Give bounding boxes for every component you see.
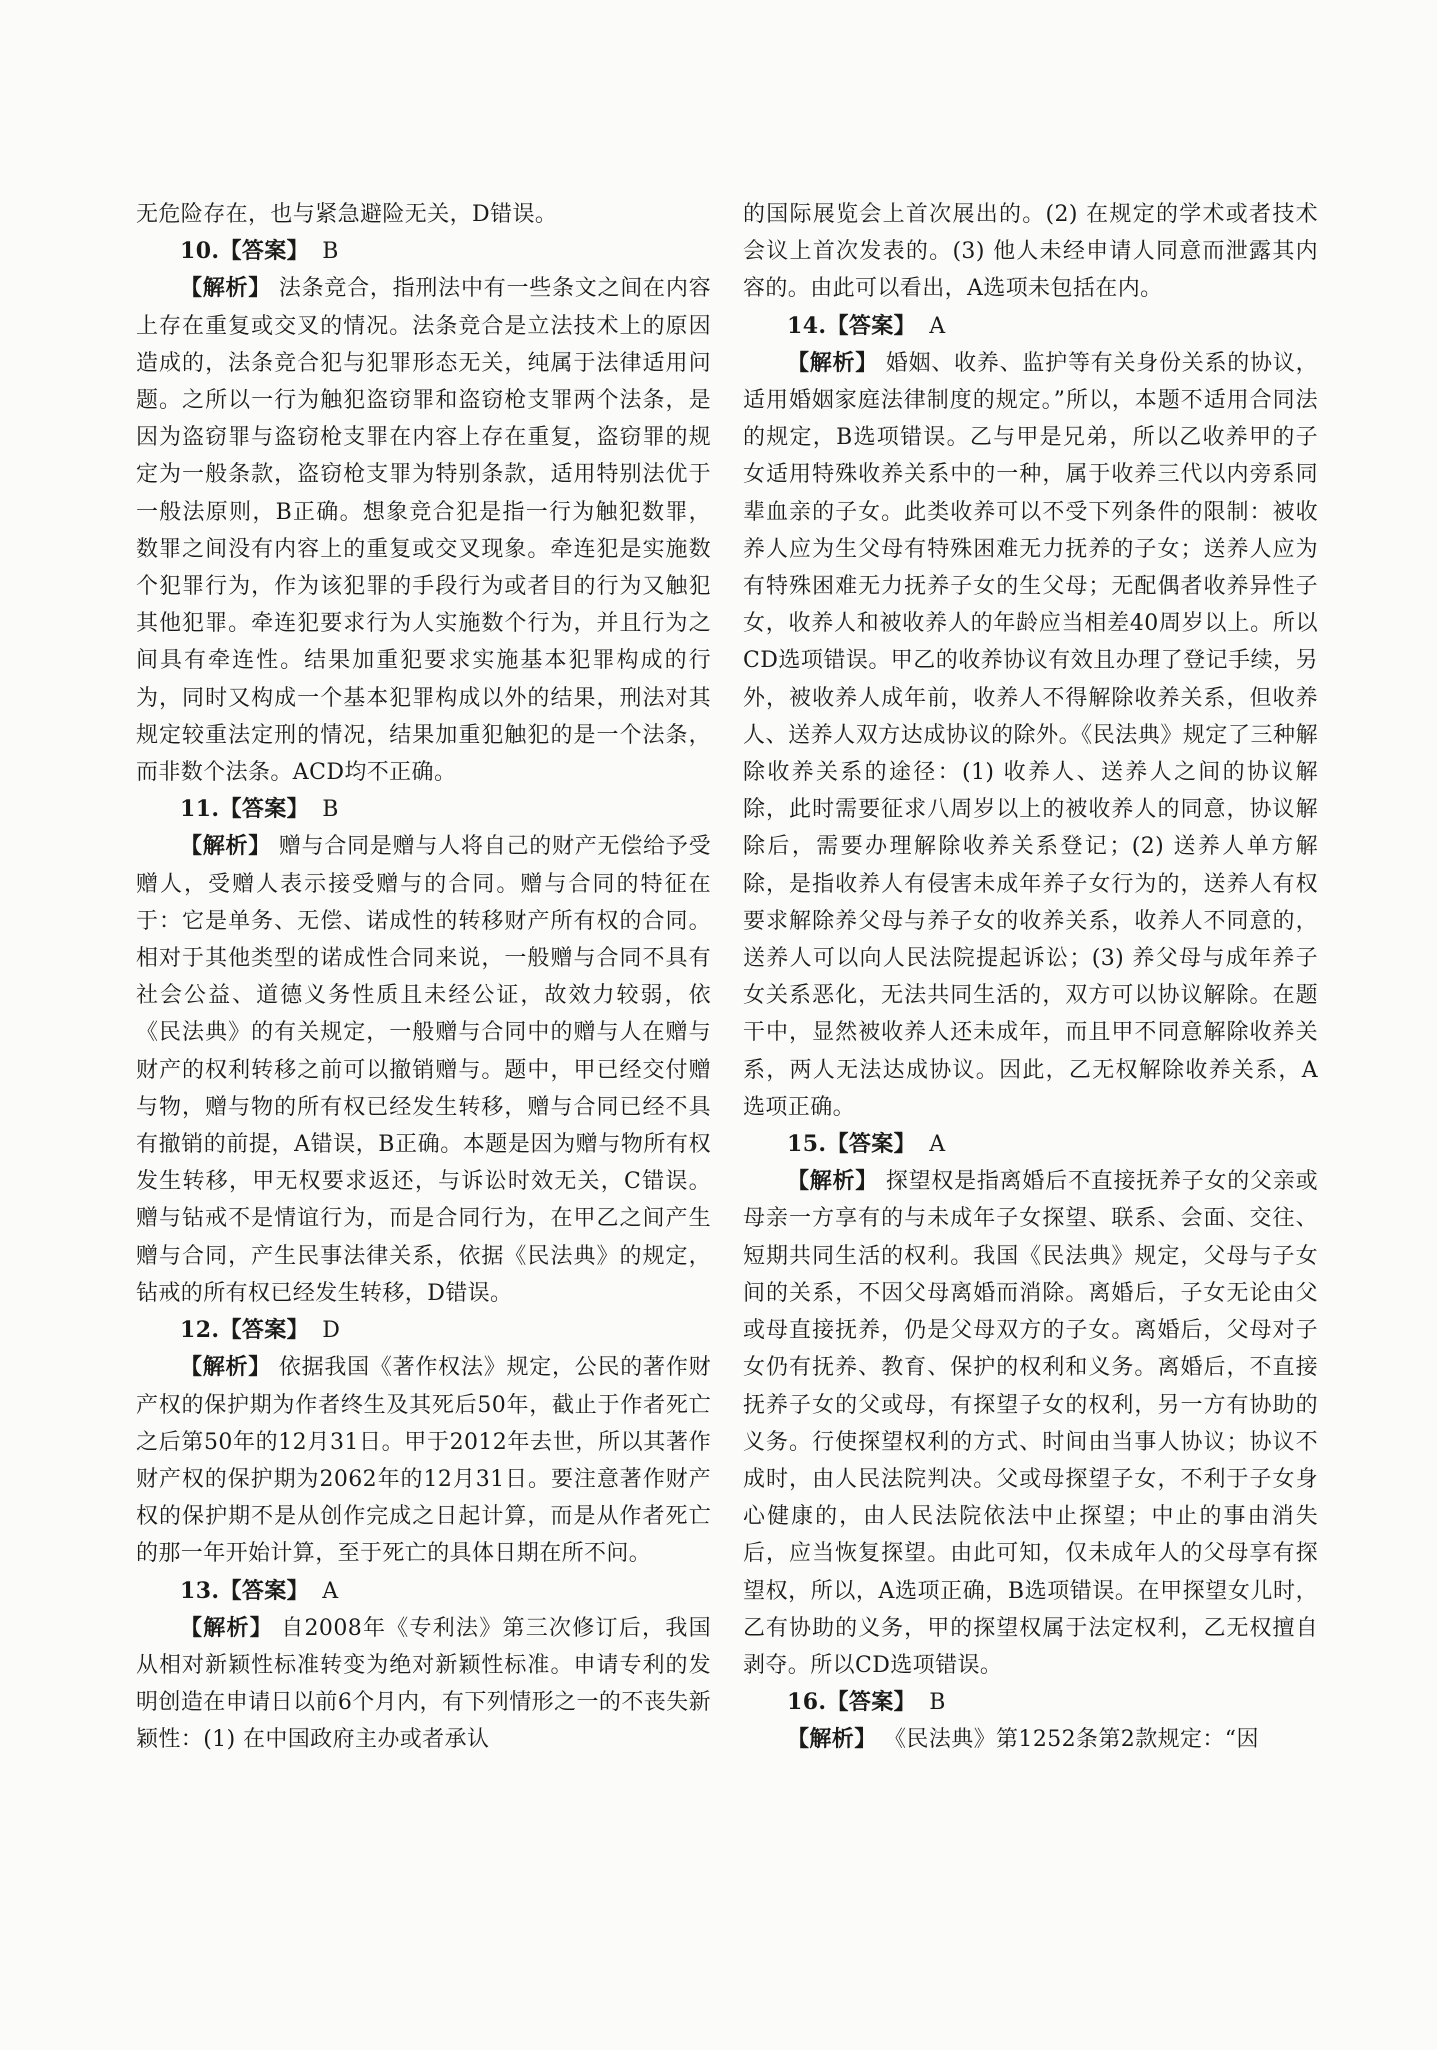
analysis-label: 【解析】 <box>180 833 272 860</box>
question-number: 10. <box>180 238 220 265</box>
answer-label: 【答案】 <box>219 1317 310 1344</box>
answer-label: 【答案】 <box>826 1131 917 1158</box>
analysis-text: 《民法典》第1252条第2款规定：“因 <box>884 1727 1259 1753</box>
analysis-label: 【解析】 <box>180 1354 272 1381</box>
answer-label: 【答案】 <box>219 1577 310 1604</box>
q13-answer-line <box>136 1573 711 1610</box>
q12-analysis <box>136 1349 711 1572</box>
answer-label: 【答案】 <box>826 1689 917 1716</box>
answer-value: B <box>929 1690 946 1716</box>
analysis-text: 自2008年《专利法》第三次修订后，我国从相对新颖性标准转变为绝对新颖性标准。申请专利的发明创造在申请日以前6个月内，有下列情形之一的不丧失新颖性：(1) 在中国政府主办或者承认 <box>136 1615 711 1753</box>
analysis-text: 婚姻、收养、监护等有关身份关系的协议，适用婚姻家庭法律制度的规定。”所以，本题不适用合同法的规定，B选项错误。乙与甲是兄弟，所以乙收养甲的子女适用特殊收养关系中的一种，属于收养三代以内旁系同辈血亲的子女。此类收养可以不受下列条件的限制：被收养人应为生父母有特殊困难无力抚养的子女；送养人应为有特殊困难无力抚养子女的生父母；无配偶者收养异性子女，收养人和被收养人的年龄应当相差40周岁以上。所以CD选项错误。甲乙的收养协议有效且办理了登记手续，另外，被收养人成年前，收养人不得解除收养关系，但收养人、送养人双方达成协议的除外。《民法典》规定了三种解除收养关系的途径：(1) 收养人、送养人之间的协议解除，此时需要征求八周岁以上的被收养人的同意，协议解除后，需要办理解除收养关系登记；(2) 送养人单方解除，是指收养人有侵害未成年养子女行为的，送养人有权要求解除养父母与养子女的收养关系，收养人不同意的，送养人可以向人民法院提起诉讼；(3) 养父母与成年养子女关系恶化，无法共同生活的，双方可以协议解除。在题干中，显然被收养人还未成年，而且甲不同意解除收养关系，两人无法达成协议。因此，乙无权解除收养关系，A选项正确。 <box>743 350 1318 1120</box>
left-column <box>136 196 711 1759</box>
answer-value: A <box>322 1578 339 1604</box>
analysis-label: 【解析】 <box>180 275 272 302</box>
answer-value: B <box>322 797 339 823</box>
q13-analysis <box>136 1610 711 1759</box>
right-column <box>743 196 1318 1759</box>
q16-answer-line <box>743 1684 1318 1721</box>
analysis-text: 探望权是指离婚后不直接抚养子女的父亲或母亲一方享有的与未成年子女探望、联系、会面、交往、短期共同生活的权利。我国《民法典》规定，父母与子女间的关系，不因父母离婚而消除。离婚后，子女无论由父或母直接抚养，仍是父母双方的子女。离婚后，父母对子女仍有抚养、教育、保护的权利和义务。离婚后，不直接抚养子女的父或母，有探望子女的权利，另一方有协助的义务。行使探望权利的方式、时间由当事人协议；协议不成时，由人民法院判决。父或母探望子女，不利于子女身心健康的，由人民法院依法中止探望；中止的事由消失后，应当恢复探望。由此可知，仅未成年人的父母享有探望权，所以，A选项正确，B选项错误。在甲探望女儿时，乙有协助的义务，甲的探望权属于法定权利，乙无权擅自剥夺。所以CD选项错误。 <box>743 1169 1318 1678</box>
analysis-label: 【解析】 <box>180 1614 274 1641</box>
q11-analysis <box>136 828 711 1312</box>
question-number: 14. <box>787 312 827 339</box>
answer-value: A <box>929 1132 946 1158</box>
q10-analysis <box>136 270 711 791</box>
question-number: 15. <box>787 1131 827 1158</box>
question-number: 16. <box>787 1689 827 1716</box>
q10-answer-line <box>136 233 711 270</box>
analysis-label: 【解析】 <box>787 1168 879 1195</box>
question-number: 12. <box>180 1317 220 1344</box>
question-number: 11. <box>180 796 220 823</box>
q14-answer-line <box>743 308 1318 345</box>
continued-text: 的国际展览会上首次展出的。(2) 在规定的学术或者技术会议上首次发表的。(3) 他人未经申请人同意而泄露其内容的。由此可以看出，A选项未包括在内。 <box>743 202 1318 302</box>
analysis-text: 赠与合同是赠与人将自己的财产无偿给予受赠人，受赠人表示接受赠与的合同。赠与合同的特征在于：它是单务、无偿、诺成性的转移财产所有权的合同。相对于其他类型的诺成性合同来说，一般赠与合同不具有社会公益、道德义务性质且未经公证，故效力较弱，依《民法典》的有关规定，一般赠与合同中的赠与人在赠与财产的权利转移之前可以撤销赠与。题中，甲已经交付赠与物，赠与物的所有权已经发生转移，赠与合同已经不具有撤销的前提，A错误，B正确。本题是因为赠与物所有权发生转移，甲无权要求返还，与诉讼时效无关，C错误。赠与钻戒不是情谊行为，而是合同行为，在甲乙之间产生赠与合同，产生民事法律关系，依据《民法典》的规定，钻戒的所有权已经发生转移，D错误。 <box>136 834 711 1306</box>
q15-analysis <box>743 1163 1318 1684</box>
answer-label: 【答案】 <box>219 238 310 265</box>
q15-answer-line <box>743 1126 1318 1163</box>
question-number: 13. <box>180 1577 220 1604</box>
continued-text: 无危险存在，也与紧急避险无关，D错误。 <box>136 202 558 227</box>
q11-answer-line <box>136 791 711 828</box>
analysis-text: 依据我国《著作权法》规定，公民的著作财产权的保护期为作者终生及其死后50年，截止于作者死亡之后第50年的12月31日。甲于2012年去世，所以其著作财产权的保护期为2062年的12月31日。要注意著作财产权的保护期不是从创作完成之日起计算，而是从作者死亡的那一年开始计算，至于死亡的具体日期在所不问。 <box>136 1355 711 1567</box>
answer-value: B <box>322 239 339 265</box>
answer-value: A <box>929 313 946 339</box>
answer-label: 【答案】 <box>826 312 917 339</box>
analysis-text: 法条竞合，指刑法中有一些条文之间在内容上存在重复或交叉的情况。法条竞合是立法技术上的原因造成的，法条竞合犯与犯罪形态无关，纯属于法律适用问题。之所以一行为触犯盗窃罪和盗窃枪支罪两个法条，是因为盗窃罪与盗窃枪支罪在内容上存在重复，盗窃罪的规定为一般条款，盗窃枪支罪为特别条款，适用特别法优于一般法原则，B正确。想象竞合犯是指一行为触犯数罪，数罪之间没有内容上的重复或交叉现象。牵连犯是实施数个犯罪行为，作为该犯罪的手段行为或者目的行为又触犯其他犯罪。牵连犯要求行为人实施数个行为，并且行为之间具有牵连性。结果加重犯要求实施基本犯罪构成的行为，同时又构成一个基本犯罪构成以外的结果，刑法对其规定较重法定刑的情况，结果加重犯触犯的是一个法条，而非数个法条。ACD均不正确。 <box>136 276 711 786</box>
analysis-label: 【解析】 <box>787 349 879 376</box>
q14-analysis <box>743 345 1318 1126</box>
analysis-label: 【解析】 <box>787 1726 877 1753</box>
answer-value: D <box>322 1318 341 1344</box>
q16-analysis <box>743 1721 1318 1758</box>
answer-label: 【答案】 <box>219 796 310 823</box>
q12-answer-line <box>136 1312 711 1349</box>
